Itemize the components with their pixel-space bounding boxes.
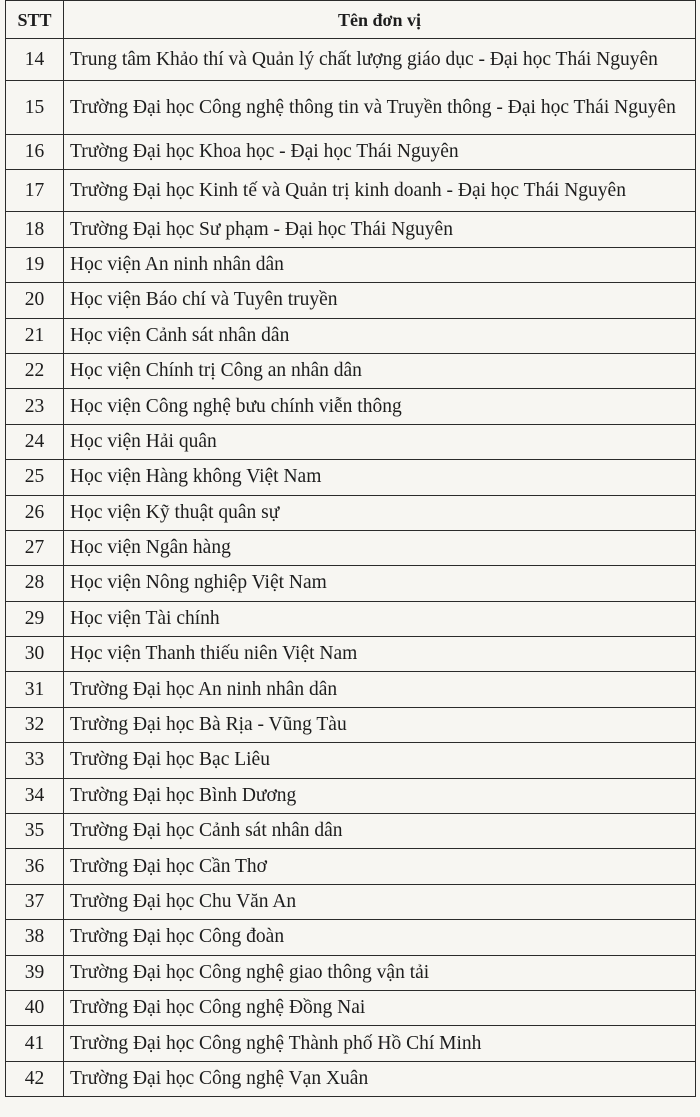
row-stt: 14 — [6, 39, 64, 81]
table-row — [6, 884, 696, 919]
row-name: Học viện Cảnh sát nhân dân — [64, 318, 696, 353]
header-name: Tên đơn vị — [64, 1, 696, 39]
table-row — [6, 955, 696, 990]
row-stt: 28 — [6, 566, 64, 601]
row-stt: 18 — [6, 212, 64, 247]
row-name: Trường Đại học Công nghệ giao thông vận tải — [64, 955, 696, 990]
units-table — [5, 0, 696, 1097]
row-name: Học viện Ngân hàng — [64, 530, 696, 565]
row-stt: 17 — [6, 170, 64, 212]
row-name: Trường Đại học Khoa học - Đại học Thái Nguyên — [64, 135, 696, 170]
row-stt: 27 — [6, 530, 64, 565]
table-row — [6, 247, 696, 282]
row-name: Học viện An ninh nhân dân — [64, 247, 696, 282]
row-name: Học viện Chính trị Công an nhân dân — [64, 353, 696, 388]
table-row — [6, 1026, 696, 1061]
table-row — [6, 814, 696, 849]
row-stt: 37 — [6, 884, 64, 919]
table-row — [6, 170, 696, 212]
row-name: Học viện Tài chính — [64, 601, 696, 636]
row-stt: 34 — [6, 778, 64, 813]
row-stt: 16 — [6, 135, 64, 170]
row-name: Học viện Báo chí và Tuyên truyền — [64, 283, 696, 318]
table-row — [6, 530, 696, 565]
row-name: Học viện Công nghệ bưu chính viễn thông — [64, 389, 696, 424]
table-row — [6, 318, 696, 353]
row-name: Trường Đại học Cảnh sát nhân dân — [64, 814, 696, 849]
header-stt: STT — [6, 1, 64, 39]
header-row — [6, 1, 696, 39]
row-name: Trường Đại học Bình Dương — [64, 778, 696, 813]
row-stt: 21 — [6, 318, 64, 353]
row-stt: 31 — [6, 672, 64, 707]
row-stt: 41 — [6, 1026, 64, 1061]
row-stt: 30 — [6, 637, 64, 672]
table-row — [6, 389, 696, 424]
table-row — [6, 39, 696, 81]
row-stt: 35 — [6, 814, 64, 849]
row-name: Trường Đại học Cần Thơ — [64, 849, 696, 884]
table-row — [6, 353, 696, 388]
row-name: Trung tâm Khảo thí và Quản lý chất lượng giáo dục - Đại học Thái Nguyên — [64, 39, 696, 81]
row-stt: 15 — [6, 81, 64, 135]
row-stt: 24 — [6, 424, 64, 459]
row-stt: 40 — [6, 990, 64, 1025]
table-row — [6, 460, 696, 495]
row-name: Trường Đại học Công đoàn — [64, 920, 696, 955]
row-name: Học viện Hải quân — [64, 424, 696, 459]
table-body — [6, 39, 696, 1097]
row-name: Học viện Thanh thiếu niên Việt Nam — [64, 637, 696, 672]
table-row — [6, 135, 696, 170]
table-row — [6, 849, 696, 884]
row-stt: 39 — [6, 955, 64, 990]
row-name: Trường Đại học Kinh tế và Quản trị kinh doanh - Đại học Thái Nguyên — [64, 170, 696, 212]
row-name: Trường Đại học Bà Rịa - Vũng Tàu — [64, 707, 696, 742]
table-row — [6, 707, 696, 742]
table-row — [6, 990, 696, 1025]
row-stt: 33 — [6, 743, 64, 778]
table-row — [6, 778, 696, 813]
row-name: Trường Đại học Công nghệ Thành phố Hồ Chí Minh — [64, 1026, 696, 1061]
row-stt: 19 — [6, 247, 64, 282]
table-row — [6, 566, 696, 601]
row-name: Trường Đại học Công nghệ Vạn Xuân — [64, 1061, 696, 1096]
row-stt: 20 — [6, 283, 64, 318]
table-row — [6, 1061, 696, 1096]
row-stt: 36 — [6, 849, 64, 884]
table-row — [6, 212, 696, 247]
row-stt: 42 — [6, 1061, 64, 1096]
row-name: Trường Đại học Sư phạm - Đại học Thái Nguyên — [64, 212, 696, 247]
row-name: Trường Đại học Bạc Liêu — [64, 743, 696, 778]
row-name: Học viện Nông nghiệp Việt Nam — [64, 566, 696, 601]
row-stt: 23 — [6, 389, 64, 424]
table-row — [6, 424, 696, 459]
table-row — [6, 672, 696, 707]
row-name: Học viện Hàng không Việt Nam — [64, 460, 696, 495]
table-row — [6, 81, 696, 135]
row-stt: 26 — [6, 495, 64, 530]
row-name: Trường Đại học An ninh nhân dân — [64, 672, 696, 707]
table-row — [6, 637, 696, 672]
row-name: Trường Đại học Công nghệ Đồng Nai — [64, 990, 696, 1025]
row-name: Trường Đại học Chu Văn An — [64, 884, 696, 919]
table-row — [6, 601, 696, 636]
row-stt: 22 — [6, 353, 64, 388]
row-stt: 38 — [6, 920, 64, 955]
table-header — [6, 1, 696, 39]
table-row — [6, 743, 696, 778]
row-name: Học viện Kỹ thuật quân sự — [64, 495, 696, 530]
row-stt: 25 — [6, 460, 64, 495]
table-row — [6, 283, 696, 318]
table-row — [6, 495, 696, 530]
row-name: Trường Đại học Công nghệ thông tin và Truyền thông - Đại học Thái Nguyên — [64, 81, 696, 135]
table-row — [6, 920, 696, 955]
row-stt: 29 — [6, 601, 64, 636]
row-stt: 32 — [6, 707, 64, 742]
